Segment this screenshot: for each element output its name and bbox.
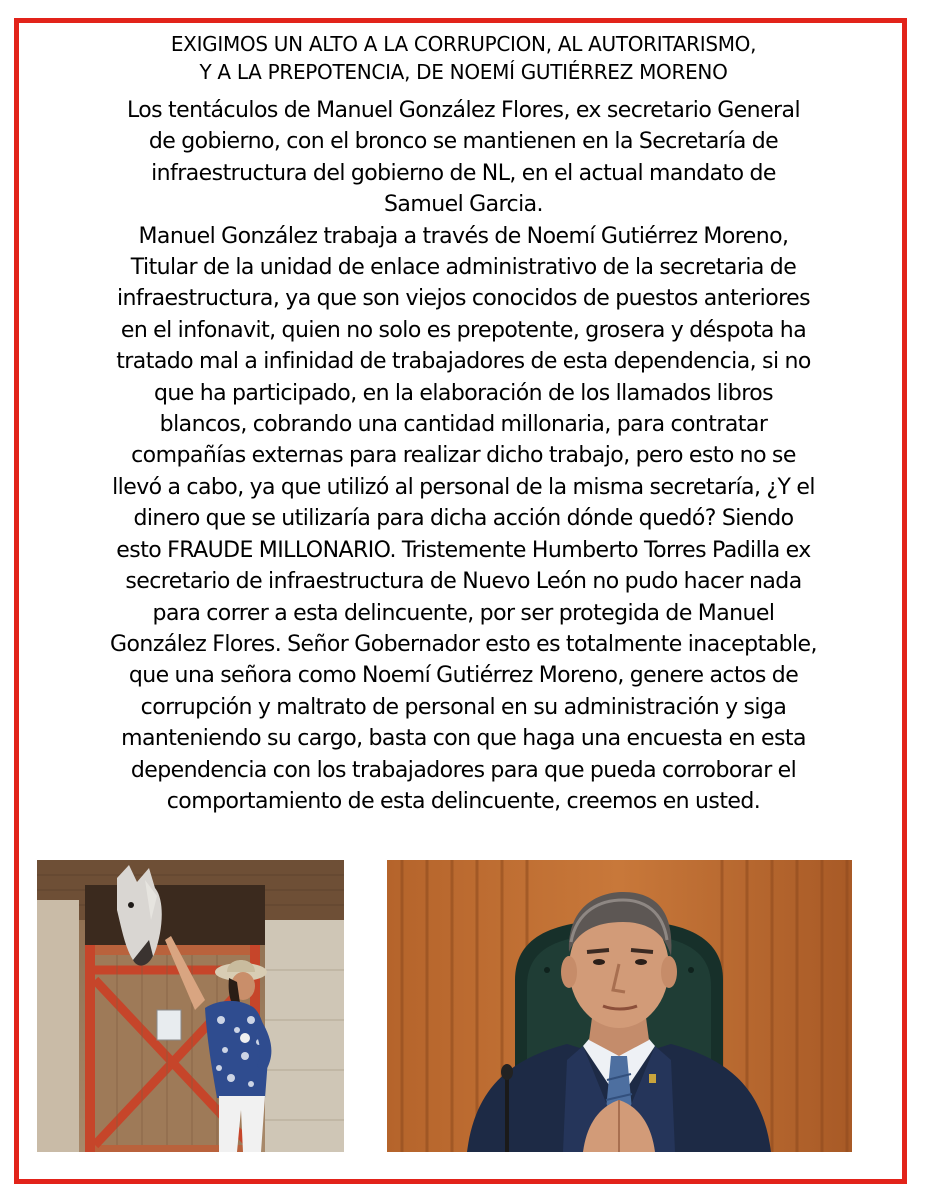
- title-line: Y A LA PREPOTENCIA, DE NOEMÍ GUTIÉRREZ MORENO: [199, 60, 728, 84]
- text-line: Manuel González trabaja a través de Noemí Gutiérrez Moreno,: [138, 223, 789, 249]
- text-line: en el infonavit, quien no solo es prepotente, grosera y déspota ha: [120, 317, 807, 343]
- text-line: compañías externas para realizar dicho trabajo, pero esto no se: [131, 443, 796, 469]
- text-line: tratado mal a infinidad de trabajadores de esta dependencia, si no: [116, 349, 811, 375]
- title-line: EXIGIMOS UN ALTO A LA CORRUPCION, AL AUTORITARISMO,: [170, 32, 757, 56]
- text-line: secretario de infraestructura de Nuevo León no pudo hacer nada: [125, 569, 802, 595]
- photo-woman-with-horse: [37, 860, 344, 1152]
- text-line: que ha participado, en la elaboración de los llamados libros: [153, 380, 774, 406]
- text-line: González Flores. Señor Gobernador esto es totalmente inaceptable,: [110, 631, 817, 657]
- photo-man-in-chair-illustration: [387, 860, 852, 1152]
- photo-woman-with-horse-illustration: [37, 860, 344, 1152]
- text-line: que una señora como Noemí Gutiérrez Moreno, genere actos de: [128, 663, 799, 689]
- paragraph-2: [14, 221, 913, 818]
- text-line: llevó a cabo, ya que utilizó al personal de la misma secretaría, ¿Y el: [112, 474, 815, 500]
- document-body: [14, 95, 913, 817]
- text-line: dinero que se utilizaría para dicha acción dónde quedó? Siendo: [133, 506, 794, 532]
- text-line: dependencia con los trabajadores para que pueda corroborar el: [130, 757, 797, 783]
- photo-man-in-chair: [387, 860, 852, 1152]
- text-line: para correr a esta delincuente, por ser protegida de Manuel: [152, 600, 775, 626]
- text-line: de gobierno, con el bronco se mantienen en la Secretaría de: [148, 129, 779, 155]
- text-line: comportamiento de esta delincuente, creemos en usted.: [166, 788, 761, 814]
- text-line: esto FRAUDE MILLONARIO. Tristemente Humberto Torres Padilla ex: [116, 537, 811, 563]
- text-line: Samuel Garcia.: [383, 192, 544, 218]
- text-line: Los tentáculos de Manuel González Flores, ex secretario General: [126, 98, 801, 123]
- text-line: infraestructura, ya que son viejos conocidos de puestos anteriores: [116, 286, 811, 312]
- paragraph-1: [14, 95, 913, 221]
- text-line: infraestructura del gobierno de NL, en el actual mandato de: [151, 160, 776, 186]
- text-line: corrupción y maltrato de personal en su administración y siga: [140, 694, 787, 720]
- text-line: manteniendo su cargo, basta con que haga una encuesta en esta: [121, 726, 806, 752]
- document-title: [0, 30, 927, 86]
- text-line: blancos, cobrando una cantidad millonaria, para contratar: [159, 412, 768, 438]
- text-line: Titular de la unidad de enlace administrativo de la secretaria de: [130, 255, 797, 281]
